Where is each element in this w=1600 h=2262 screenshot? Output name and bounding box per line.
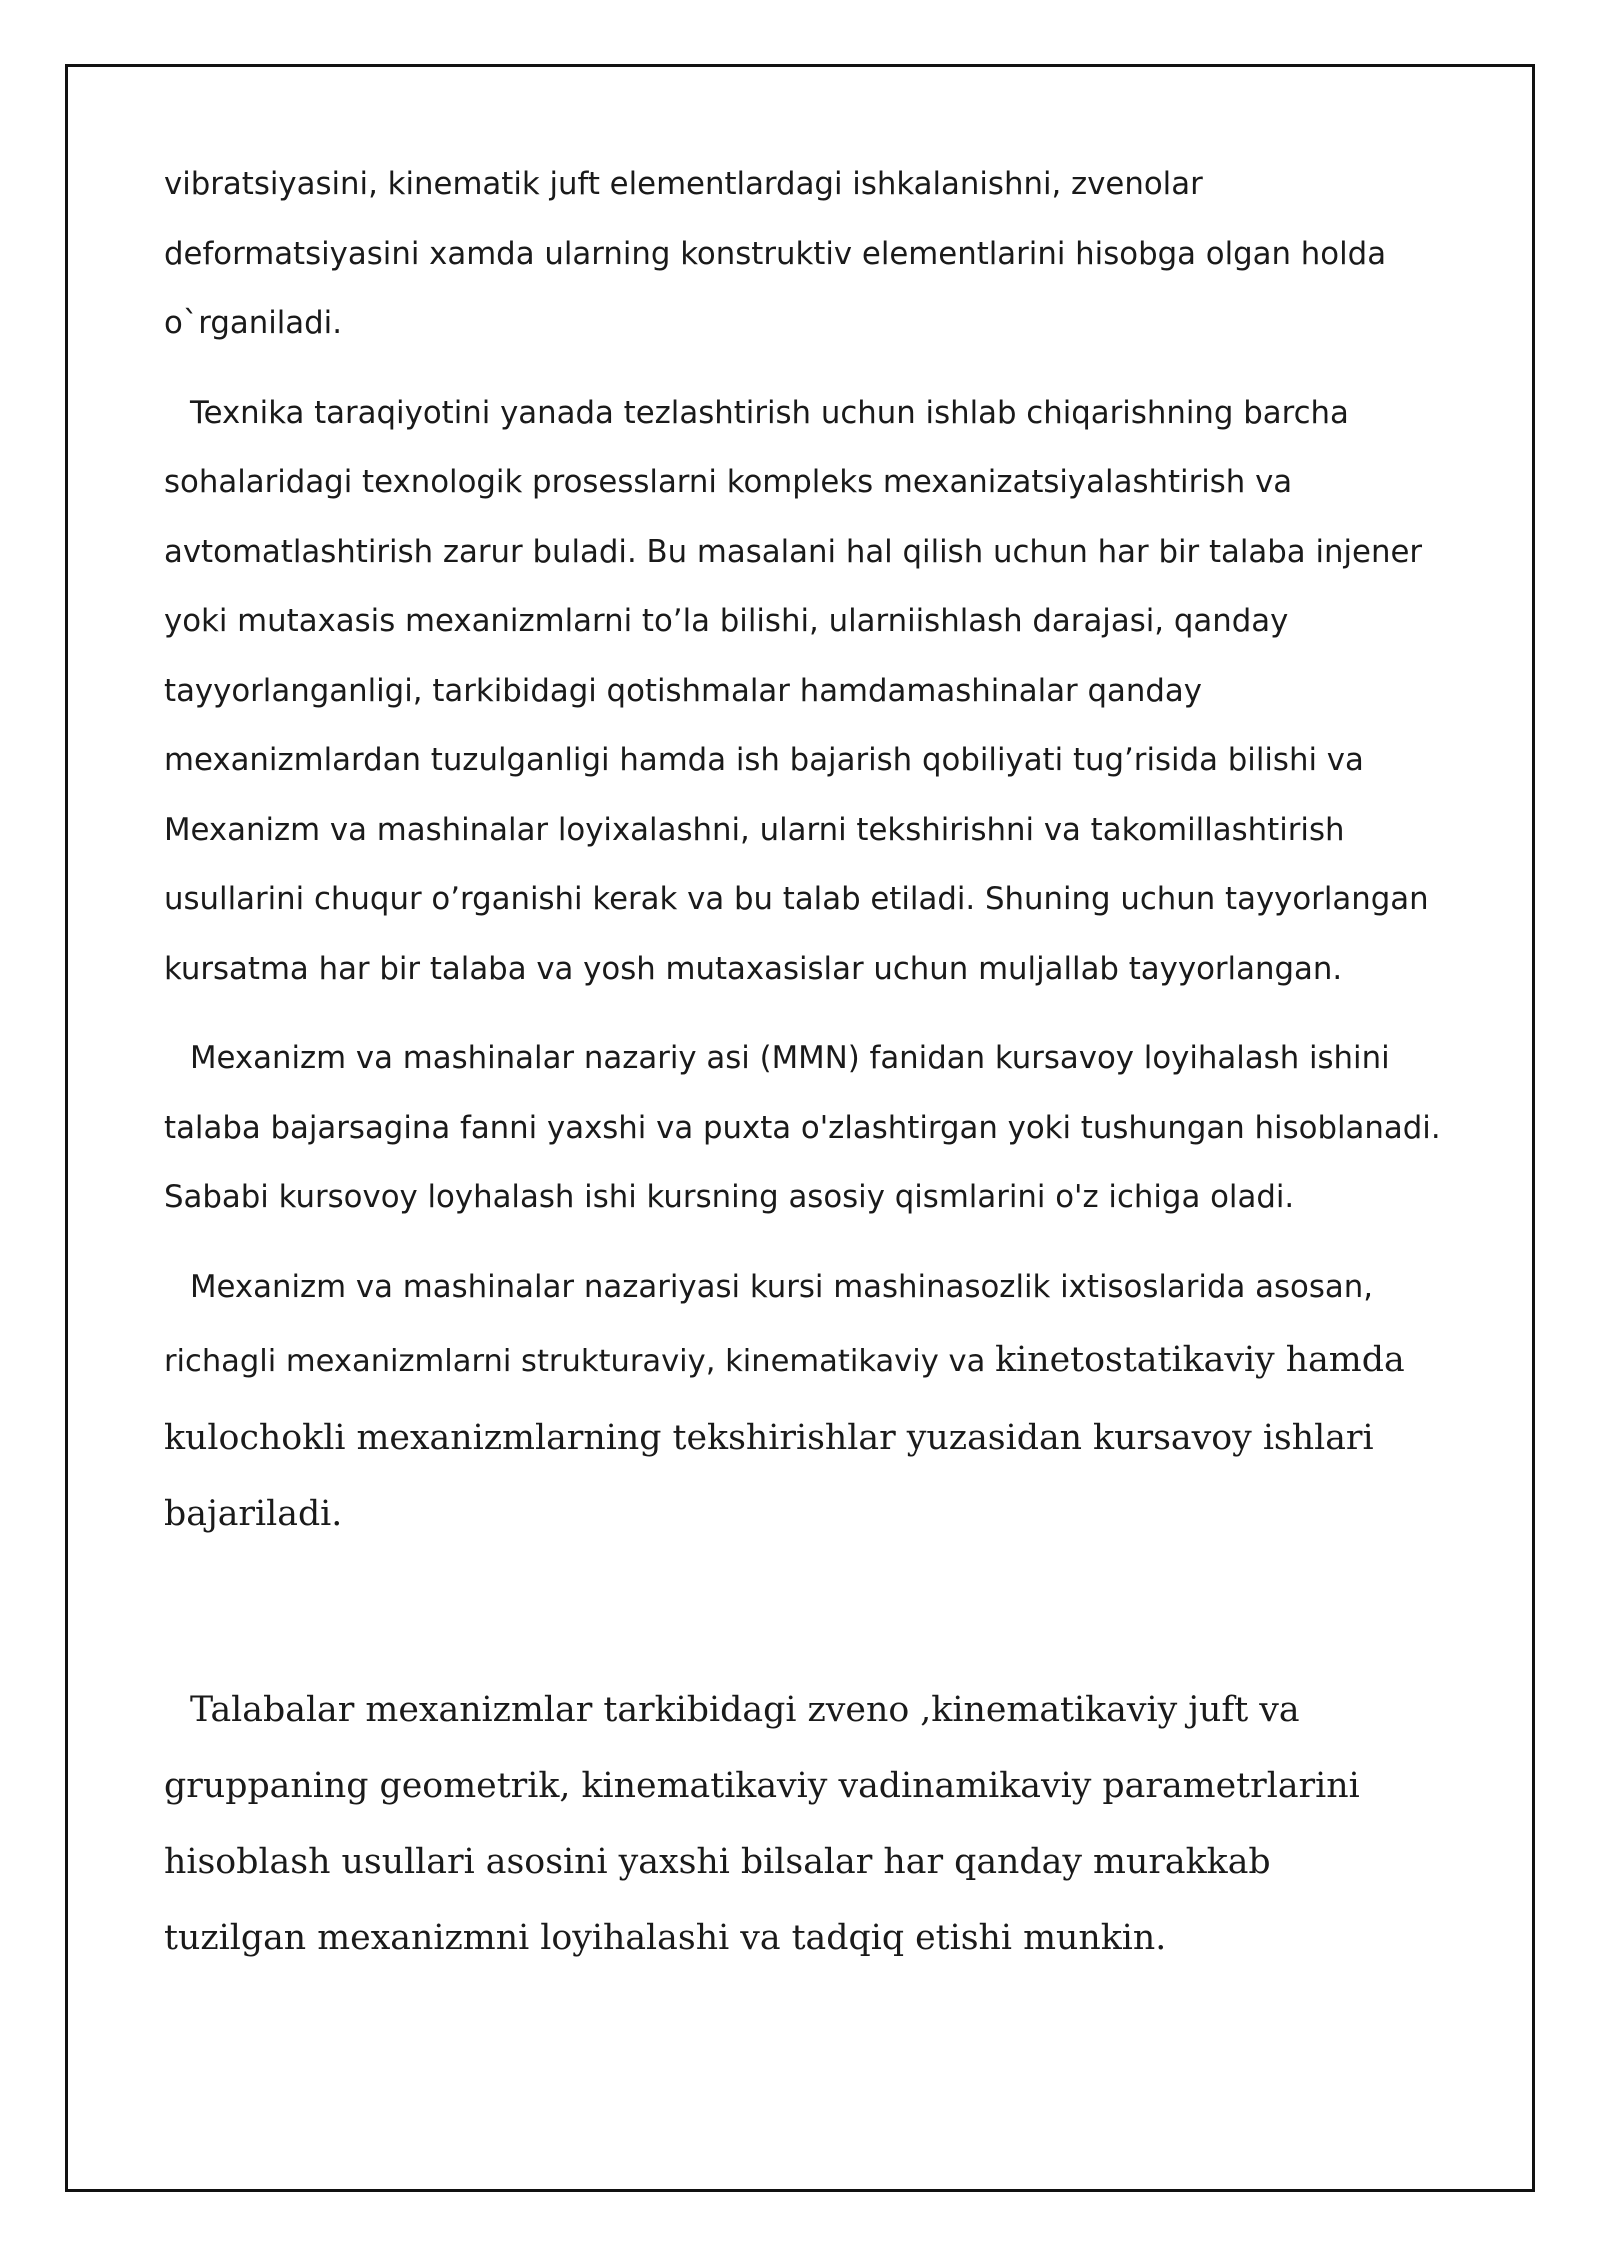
text-line: Sababi kursovoy loyhalash ishi kursning asosiy qismlarini o'z ichiga oladi.	[164, 1179, 1295, 1215]
text-line: o`rganiladi.	[164, 305, 342, 341]
text-line: talaba bajarsagina fanni yaxshi va puxta o'zlashtirgan yoki tushungan hisoblanadi.	[164, 1109, 1441, 1146]
document-body	[164, 150, 1524, 1976]
text-line: Mexanizm va mashinalar nazariyasi kursi mashinasozlik ixtisoslarida asosan,	[190, 1268, 1374, 1305]
text-line: bajariladi.	[164, 1494, 343, 1534]
text-line: yoki mutaxasis mexanizmlarni to’la bilishi, ularniishlash darajasi, qanday	[164, 603, 1289, 639]
text-line: Texnika taraqiyotini yanada tezlashtirish uchun ishlab chiqarishning barcha	[190, 394, 1349, 431]
text-line: hisoblash usullari asosini yaxshi bilsalar har qanday murakkab	[164, 1842, 1271, 1882]
paragraph-2	[164, 379, 1524, 1005]
text-line: tayyorlanganligi, tarkibidagi qotishmalar hamdamashinalar qanday	[164, 672, 1202, 709]
text-line: kursatma har bir talaba va yosh mutaxasislar uchun muljallab tayyorlangan.	[164, 950, 1343, 987]
text-line-mixed	[164, 1322, 1524, 1400]
text-line: usullarini chuqur o’rganishi kerak va bu talab etiladi. Shuning uchun tayyorlangan	[164, 881, 1429, 917]
text-line: vibratsiyasini, kinematik juft elementlardagi ishkalanishni, zvenolar	[164, 166, 1203, 202]
text-line: Mexanizm va mashinalar nazariy asi (MMN) fanidan kursavoy loyihalash ishini	[190, 1040, 1390, 1076]
text-line: tuzilgan mexanizmni loyihalashi va tadqiq etishi munkin.	[164, 1918, 1167, 1958]
paragraph-4	[164, 1253, 1524, 1553]
text-line: mexanizmlardan tuzulganligi hamda ish bajarish qobiliyati tug’risida bilishi va	[164, 742, 1364, 778]
paragraph-1	[164, 150, 1524, 359]
paragraph-5	[164, 1672, 1524, 1976]
text-line: gruppaning geometrik, kinematikaviy vadinamikaviy parametrlarini	[164, 1766, 1360, 1806]
paragraph-3	[164, 1024, 1524, 1233]
text-segment-serif: kinetostatikaviy hamda	[995, 1340, 1405, 1380]
text-line: Mexanizm va mashinalar loyixalashni, ularni tekshirishni va takomillashtirish	[164, 811, 1345, 848]
text-line: Talabalar mexanizmlar tarkibidagi zveno ,kinematikaviy juft va	[190, 1690, 1300, 1730]
text-line: deformatsiyasini xamda ularning konstruktiv elementlarini hisobga olgan holda	[164, 235, 1387, 272]
text-line: avtomatlashtirish zarur buladi. Bu masalani hal qilish uchun har bir talaba injener	[164, 533, 1423, 570]
text-line: kulochokli mexanizmlarning tekshirishlar yuzasidan kursavoy ishlari	[164, 1418, 1374, 1458]
text-line: sohalaridagi texnologik prosesslarni kompleks mexanizatsiyalashtirish va	[164, 464, 1293, 500]
text-segment-sans: richagli mexanizmlarni strukturaviy, kinematikaviy va	[164, 1344, 986, 1379]
